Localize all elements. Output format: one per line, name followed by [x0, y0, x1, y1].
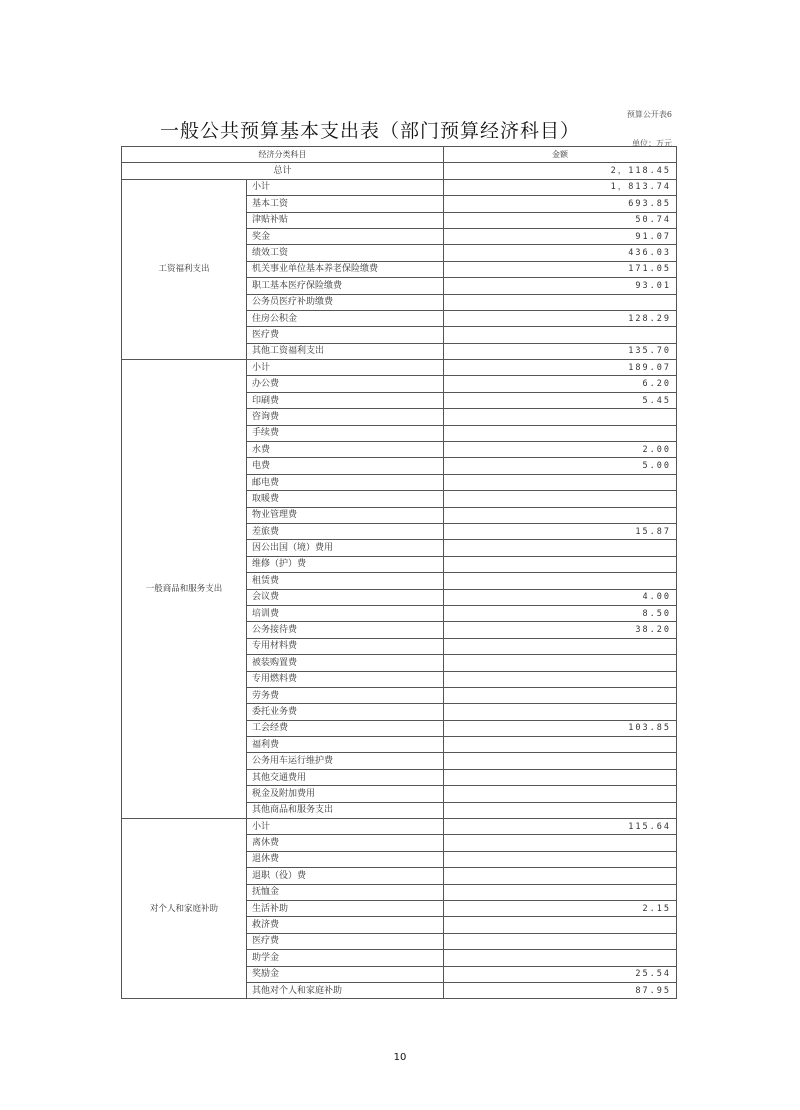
item-label: 抚恤金: [247, 884, 444, 900]
item-label: 印刷费: [247, 392, 444, 408]
item-label: 住房公积金: [247, 310, 444, 326]
item-label: 离休费: [247, 835, 444, 851]
item-amount: [444, 851, 677, 867]
budget-table: [121, 146, 677, 999]
item-label: 救济费: [247, 917, 444, 933]
item-label: 租赁费: [247, 573, 444, 589]
item-amount: [444, 687, 677, 703]
item-amount: [444, 868, 677, 884]
item-amount: 91.07: [444, 228, 677, 244]
item-label: 被装购置费: [247, 655, 444, 671]
item-amount: [444, 474, 677, 490]
item-amount: [444, 294, 677, 310]
item-label: 邮电费: [247, 474, 444, 490]
item-label: 小计: [247, 819, 444, 835]
item-amount: 38.20: [444, 622, 677, 638]
item-label: 其他对个人和家庭补助: [247, 982, 444, 998]
item-label: 差旅费: [247, 523, 444, 539]
item-amount: 2.15: [444, 900, 677, 916]
item-amount: [444, 802, 677, 818]
item-amount: [444, 507, 677, 523]
item-label: 福利费: [247, 737, 444, 753]
item-label: 奖金: [247, 228, 444, 244]
group-label: 对个人和家庭补助: [122, 819, 247, 999]
item-label: 会议费: [247, 589, 444, 605]
table-row: [122, 179, 677, 195]
item-amount: 25.54: [444, 966, 677, 982]
item-label: 医疗费: [247, 327, 444, 343]
item-label: 专用材料费: [247, 638, 444, 654]
item-amount: [444, 835, 677, 851]
item-amount: [444, 753, 677, 769]
form-number: 预算公开表6: [626, 110, 672, 119]
item-amount: 5.00: [444, 458, 677, 474]
item-label: 维修（护）费: [247, 556, 444, 572]
item-label: 水费: [247, 442, 444, 458]
item-amount: [444, 573, 677, 589]
item-amount: 15.87: [444, 523, 677, 539]
item-label: 公务接待费: [247, 622, 444, 638]
item-label: 取暖费: [247, 491, 444, 507]
item-amount: [444, 737, 677, 753]
item-amount: [444, 950, 677, 966]
item-amount: 171.05: [444, 261, 677, 277]
item-amount: [444, 671, 677, 687]
page-title: 一般公共预算基本支出表（部门预算经济科目）: [160, 120, 581, 142]
item-label: 小计: [247, 360, 444, 376]
item-label: 公务员医疗补助缴费: [247, 294, 444, 310]
item-amount: 8.50: [444, 605, 677, 621]
item-label: 绩效工资: [247, 245, 444, 261]
group-label: 工资福利支出: [122, 179, 247, 359]
item-label: 奖励金: [247, 966, 444, 982]
item-amount: [444, 917, 677, 933]
item-label: 生活补助: [247, 900, 444, 916]
item-amount: [444, 704, 677, 720]
item-label: 因公出国（境）费用: [247, 540, 444, 556]
item-amount: [444, 769, 677, 785]
table-header-row: [122, 147, 677, 163]
item-amount: [444, 655, 677, 671]
item-amount: [444, 556, 677, 572]
item-label: 公务用车运行维护费: [247, 753, 444, 769]
budget-table-body: [122, 147, 677, 999]
item-amount: 4.00: [444, 589, 677, 605]
item-label: 办公费: [247, 376, 444, 392]
item-label: 职工基本医疗保险缴费: [247, 278, 444, 294]
item-label: 工会经费: [247, 720, 444, 736]
item-amount: 189.07: [444, 360, 677, 376]
group-label: 一般商品和服务支出: [122, 360, 247, 819]
item-label: 税金及附加费用: [247, 786, 444, 802]
item-amount: 693.85: [444, 196, 677, 212]
item-label: 其他工资福利支出: [247, 343, 444, 359]
item-amount: [444, 638, 677, 654]
item-label: 手续费: [247, 425, 444, 441]
item-amount: [444, 933, 677, 949]
item-amount: 2.00: [444, 442, 677, 458]
item-label: 培训费: [247, 605, 444, 621]
total-label: 总计: [122, 163, 444, 179]
item-label: 咨询费: [247, 409, 444, 425]
item-label: 物业管理费: [247, 507, 444, 523]
item-label: 其他交通费用: [247, 769, 444, 785]
table-row: [122, 819, 677, 835]
unit-label: 单位：万元: [632, 139, 672, 148]
item-amount: 135.70: [444, 343, 677, 359]
item-amount: 50.74: [444, 212, 677, 228]
item-label: 津贴补贴: [247, 212, 444, 228]
total-row: [122, 163, 677, 179]
item-label: 委托业务费: [247, 704, 444, 720]
item-label: 基本工资: [247, 196, 444, 212]
column-header-amount: 金额: [444, 147, 677, 163]
item-label: 专用燃料费: [247, 671, 444, 687]
item-label: 退休费: [247, 851, 444, 867]
item-amount: [444, 786, 677, 802]
item-label: 小计: [247, 179, 444, 195]
item-amount: [444, 409, 677, 425]
item-amount: [444, 327, 677, 343]
item-amount: 1，813.74: [444, 179, 677, 195]
table-row: [122, 360, 677, 376]
item-label: 电费: [247, 458, 444, 474]
item-amount: [444, 425, 677, 441]
item-amount: 115.64: [444, 819, 677, 835]
item-amount: 103.85: [444, 720, 677, 736]
item-label: 退职（役）费: [247, 868, 444, 884]
item-amount: 87.95: [444, 982, 677, 998]
item-label: 助学金: [247, 950, 444, 966]
total-amount: 2，118.45: [444, 163, 677, 179]
item-amount: [444, 540, 677, 556]
item-amount: [444, 491, 677, 507]
item-amount: 5.45: [444, 392, 677, 408]
item-amount: [444, 884, 677, 900]
item-amount: 6.20: [444, 376, 677, 392]
column-header-category: 经济分类科目: [122, 147, 444, 163]
page-number: 10: [393, 1052, 407, 1063]
item-amount: 128.29: [444, 310, 677, 326]
item-amount: 93.01: [444, 278, 677, 294]
item-label: 医疗费: [247, 933, 444, 949]
item-label: 其他商品和服务支出: [247, 802, 444, 818]
item-amount: 436.03: [444, 245, 677, 261]
item-label: 劳务费: [247, 687, 444, 703]
item-label: 机关事业单位基本养老保险缴费: [247, 261, 444, 277]
